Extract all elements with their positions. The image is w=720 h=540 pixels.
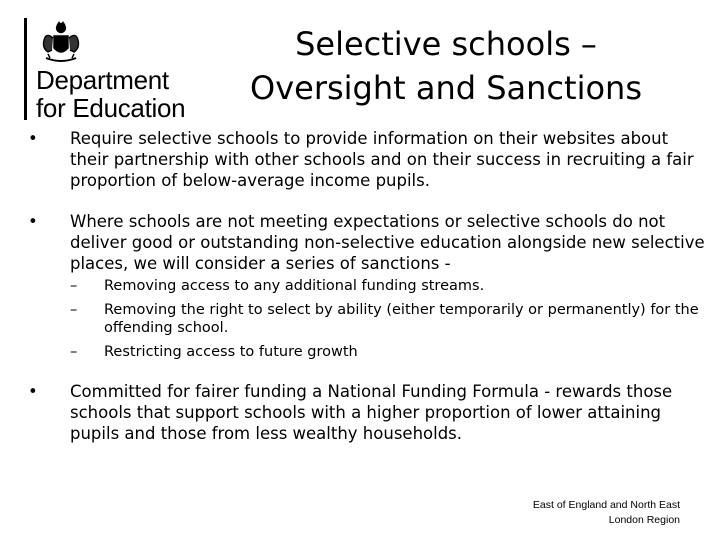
logo-line-1: Department [36, 65, 169, 95]
bullet-text: Committed for fairer funding a National Funding Formula - rewards those schools that support schools with a higher proportion of lower attaining pupils and those from less wealthy households. [70, 382, 673, 443]
slide-content [28, 128, 708, 464]
dash-icon: – [70, 301, 78, 318]
bullet-item [28, 381, 708, 444]
sub-bullet-item [70, 343, 708, 362]
bullet-dot-icon: • [28, 212, 38, 231]
footer-line-1: East of England and North East [532, 499, 680, 511]
footer-region [533, 498, 680, 528]
bullet-text: Require selective schools to provide information on their websites about their partnership with other schools and on their success in recruiting a fair proportion of below-average income pupils. [70, 129, 694, 190]
logo-divider [24, 18, 27, 120]
bullet-list [28, 128, 708, 444]
sub-bullet-list [70, 277, 708, 361]
sub-bullet-item [70, 277, 708, 296]
bullet-text: Where schools are not meeting expectations or selective schools do not deliver good or outstanding non-selective education alongside new selective places, we will consider a series of sanctions - [70, 212, 705, 273]
department-logo-text [36, 66, 185, 122]
title-line-2: Oversight and Sanctions [250, 69, 642, 107]
bullet-dot-icon: • [28, 129, 38, 148]
logo-line-2: for Education [36, 93, 186, 123]
bullet-item [28, 211, 708, 361]
footer-line-2: London Region [608, 514, 680, 526]
sub-bullet-text: Removing access to any additional funding streams. [104, 278, 485, 294]
bullet-dot-icon: • [28, 382, 38, 401]
slide-title [236, 22, 656, 110]
sub-bullet-text: Restricting access to future growth [104, 343, 358, 360]
bullet-item [28, 128, 708, 191]
sub-bullet-item [70, 301, 708, 338]
royal-coat-of-arms-icon [36, 20, 86, 64]
dash-icon: – [70, 343, 78, 360]
sub-bullet-text: Removing the right to select by ability (either temporarily or permanently) for the offending school. [104, 301, 699, 336]
title-line-1: Selective schools – [295, 25, 597, 63]
dash-icon: – [70, 278, 78, 294]
